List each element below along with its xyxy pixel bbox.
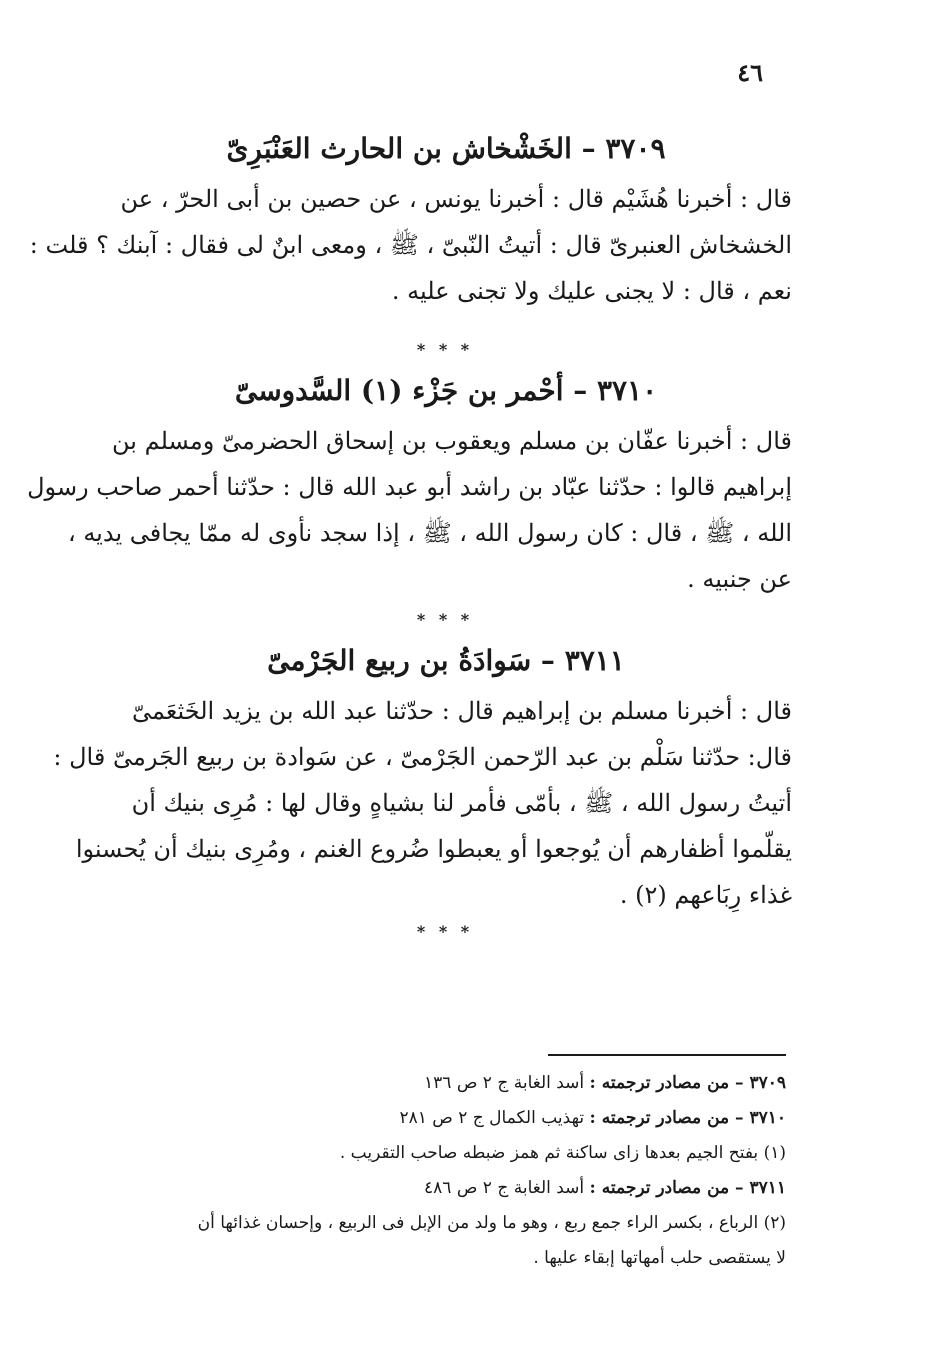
footnote-text: أسد الغابة ج ٢ ص ٤٨٦: [424, 1178, 590, 1198]
footnotes: [70, 1066, 786, 1276]
text-line: قال : أخبرنا عفّان بن مسلم ويعقوب بن إسحاق الحضرمىّ ومسلم بن: [112, 427, 792, 455]
footnote-label: ٣٧٠٩ – من مصادر ترجمته :: [589, 1073, 786, 1093]
text-line: أتيتُ رسول الله ، ﷺ ، بأمّى فأمر لنا بشياهٍ وقال لها : مُرِى بنيك أن: [131, 789, 792, 817]
text-line: الله ، ﷺ ، قال : كان رسول الله ، ﷺ ، إذا سجد نأوى له ممّا يجافى يديه ،: [67, 519, 792, 547]
footnote-label: ٣٧١١ – من مصادر ترجمته :: [589, 1178, 786, 1198]
footnote-label: ٣٧١٠ – من مصادر ترجمته :: [589, 1108, 786, 1128]
footnote-continuation: لا يستقصى حلب أمهاتها إبقاء عليها .: [533, 1248, 786, 1268]
text-line: قال : أخبرنا هُشَيْم قال : أخبرنا يونس ، عن حصين بن أبى الحرّ ، عن: [120, 185, 792, 213]
footnote-text: أسد الغابة ج ٢ ص ١٣٦: [424, 1073, 590, 1093]
text-line: قال : أخبرنا مسلم بن إبراهيم قال : حدّثنا عبد الله بن يزيد الخَثعَمىّ: [132, 697, 792, 725]
entry-title: ٣٧٠٩ – الخَشْخاش بن الحارث العَنْبَرِىّ: [226, 132, 666, 165]
text-line: غذاء رِبَاعهم (٢) .: [619, 881, 792, 909]
page-number: ٤٦: [737, 58, 763, 87]
footnote-divider: [548, 1054, 786, 1056]
footnote: [70, 1136, 786, 1171]
entry-3711: [53, 640, 792, 918]
footnote: [70, 1101, 786, 1136]
section-separator: * * *: [416, 340, 474, 359]
footnote: [70, 1171, 786, 1206]
footnote: [70, 1066, 786, 1101]
entry-body: [29, 176, 792, 314]
text-line: يقلّموا أظفارهم أن يُوجعوا أو يعبطوا ضُروع الغنم ، ومُرِى بنيك أن يُحسنوا: [75, 835, 792, 863]
section-separator: * * *: [416, 922, 474, 941]
footnote-text: (١) بفتح الجيم بعدها زاى ساكنة ثم همز ضبطه صاحب التقريب .: [339, 1143, 786, 1163]
text-line: نعم ، قال : لا يجنى عليك ولا تجنى عليه .: [391, 277, 792, 305]
text-line: الخشخاش العنبرىّ قال : أتيتُ النّبىّ ، ﷺ ، ومعى ابنٌ لى فقال : آبنك ؟ قلت :: [29, 231, 792, 259]
footnote-text: (٢) الرباع ، بكسر الراء جمع ربع ، وهو ما ولد من الإبل فى الربيع ، وإحسان غذائها أن: [197, 1213, 786, 1233]
section-separator: * * *: [416, 610, 474, 629]
text-line: عن جنبيه .: [687, 565, 792, 593]
entry-3709: [29, 128, 792, 314]
entry-3710: [27, 370, 792, 602]
text-line: قال: حدّثنا سَلْم بن عبد الرّحمن الجَرْمىّ ، عن سَوادة بن ربيع الجَرمىّ قال :: [53, 743, 792, 771]
footnote-text: تهذيب الكمال ج ٢ ص ٢٨١: [399, 1108, 590, 1128]
footnote: [70, 1206, 786, 1241]
entry-body: [53, 688, 792, 918]
text-line: إبراهيم قالوا : حدّثنا عبّاد بن راشد أبو عبد الله قال : حدّثنا أحمر صاحب رسول: [27, 473, 792, 501]
entry-title: ٣٧١٠ – أحْمر بن جَزْء (١) السَّدوسىّ: [234, 374, 658, 407]
entry-title: ٣٧١١ – سَوادَةُ بن ربيع الجَرْمىّ: [267, 644, 625, 677]
entry-body: [27, 418, 792, 602]
